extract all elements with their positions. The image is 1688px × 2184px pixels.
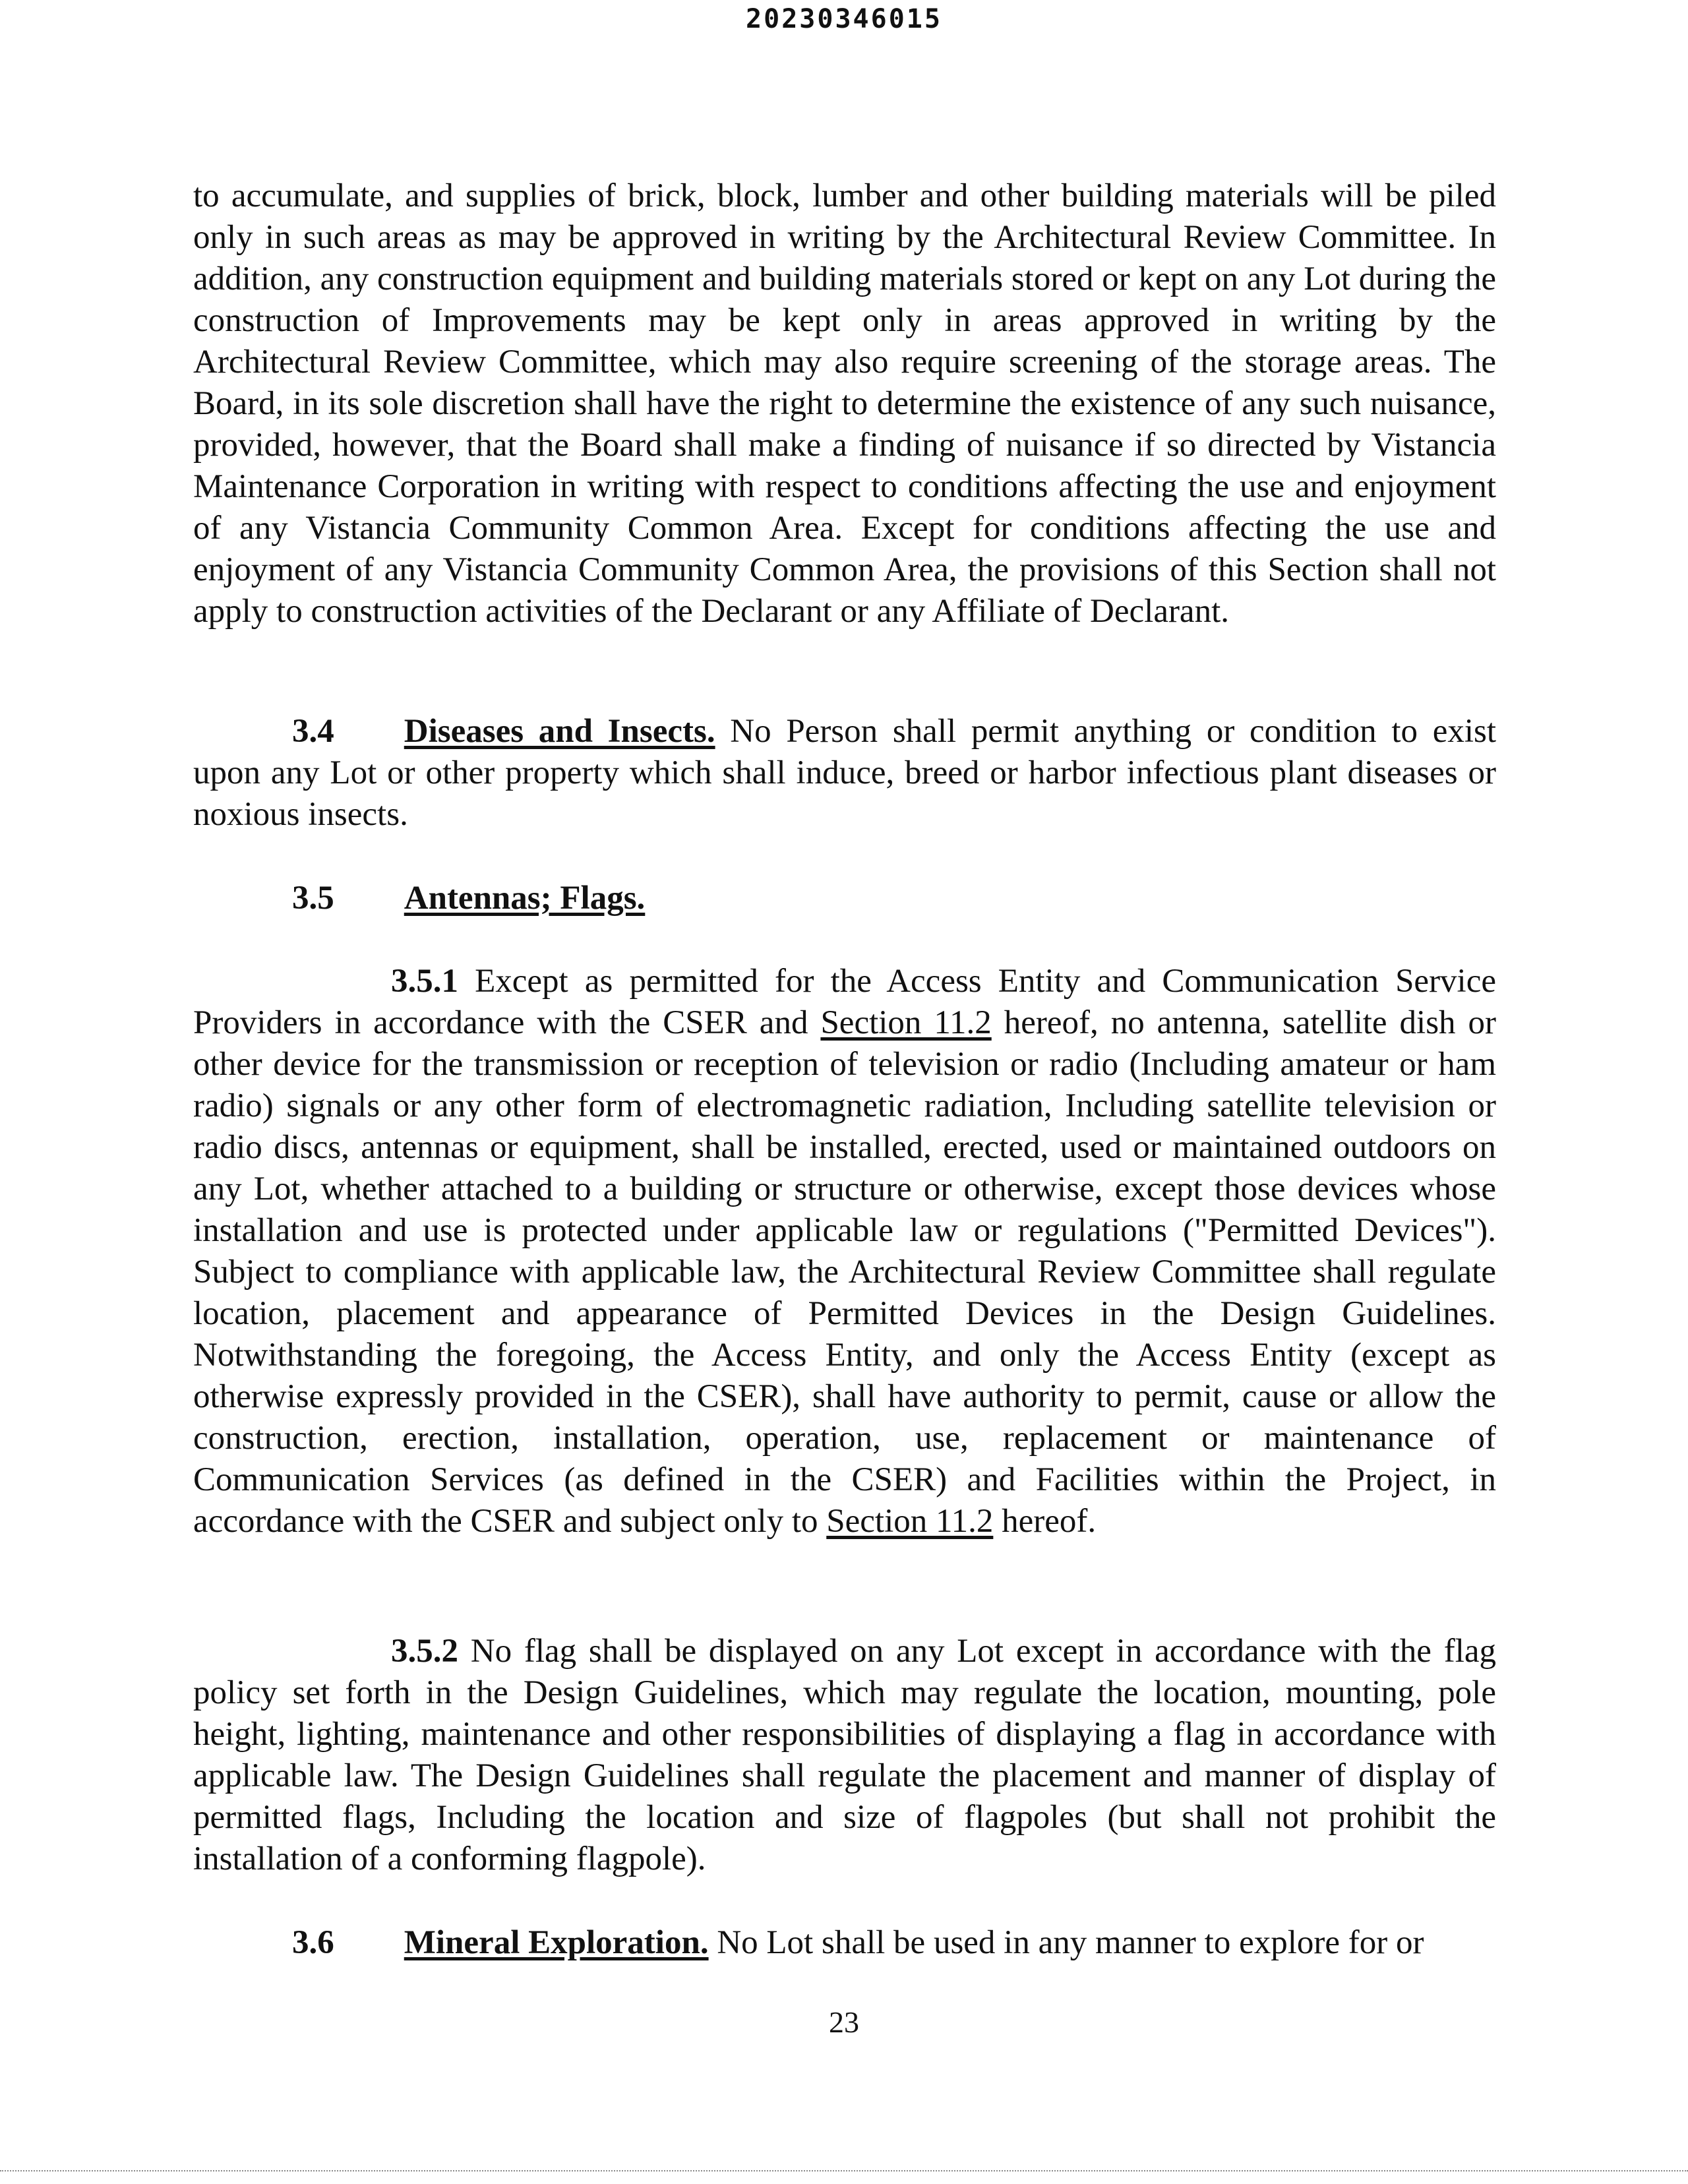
section-number: 3.5 — [292, 880, 334, 917]
document-number: 20230346015 — [746, 4, 942, 34]
section-reference-link: Section 11.2 — [826, 1503, 994, 1540]
section-title: Mineral Exploration. — [404, 1924, 709, 1961]
subsection-text: No flag shall be displayed on any Lot except in accordance with the flag policy set forth in the Design Guidelines, which may regulate the location, mounting, pole height, lighting, maintenance and other responsibilities of displaying a flag in accordance with applicable law. The Design Guidelines shall regulate the placement and manner of display of permitted flags, Including the location and size of flagpoles (but shall not prohibit the installation of a conforming flagpole). — [193, 1633, 1496, 1877]
section-title: Antennas; Flags. — [404, 880, 646, 917]
paragraph-text: to accumulate, and supplies of brick, block, lumber and other building materials will be piled only in such areas as may be approved in writing by the Architectural Review Committee. In addition, any construction equipment and building materials stored or kept on any Lot during the construction of Improvements may be kept only in areas approved in writing by the Architectural Review Committee, which may also require screening of the storage areas. The Board, in its sole discretion shall have the right to determine the existence of any such nuisance, provided, however, that the Board shall make a finding of nuisance if so directed by Vistancia Maintenance Corporation in writing with respect to conditions affecting the use and enjoyment of any Vistancia Community Common Area. Except for conditions affecting the use and enjoyment of any Vistancia Community Common Area, the provisions of this Section shall not apply to construction activities of the Declarant or any Affiliate of Declarant. — [193, 177, 1496, 630]
section-text: No Lot shall be used in any manner to explore for or — [717, 1924, 1424, 1961]
section-3-5-1 — [193, 961, 1496, 1542]
section-3-4 — [193, 711, 1496, 835]
section-reference-link: Section 11.2 — [820, 1004, 992, 1041]
subsection-text: Except as permitted for the Access Entity and Communication Service Providers in accordance with the CSER and — [193, 963, 1496, 1041]
section-3-6 — [193, 1922, 1496, 1964]
paragraph-nuisance-continued — [193, 175, 1496, 632]
subsection-number: 3.5.1 — [391, 963, 458, 1000]
section-title: Diseases and Insects. — [404, 713, 715, 750]
section-number: 3.6 — [292, 1924, 334, 1961]
page-number: 23 — [829, 2005, 859, 2039]
section-3-5 — [193, 878, 1496, 919]
section-text: No Person shall permit anything or condition to exist upon any Lot or other property which shall induce, breed or harbor infectious plant diseases or noxious insects. — [193, 713, 1497, 833]
subsection-text: hereof, no antenna, satellite dish or other device for the transmission or reception of television or radio (Including amateur or ham radio) signals or any other form of electromagnetic radiation, Including satellite television or radio discs, antennas or equipment, shall be installed, erected, used or maintained outdoors on any Lot, whether attached to a building or structure or otherwise, except those devices whose installation and use is protected under applicable law or regulations ("Permitted Devices"). Subject to compliance with applicable law, the Architectural Review Committee shall regulate location, placement and appearance of Permitted Devices in the Design Guidelines. Notwithstanding the foregoing, the Access Entity, and only the Access Entity (except as otherwise expressly provided in the CSER), shall have authority to permit, cause or allow the construction, erection, installation, operation, use, replacement or maintenance of Communication Services (as defined in the CSER) and Facilities within the Project, in accordance with the CSER and subject only to — [193, 1004, 1497, 1540]
scan-edge-divider — [0, 2170, 1688, 2171]
subsection-number: 3.5.2 — [391, 1633, 458, 1670]
section-number: 3.4 — [292, 713, 334, 750]
section-3-5-2 — [193, 1631, 1496, 1880]
subsection-text: hereof. — [1002, 1503, 1097, 1540]
